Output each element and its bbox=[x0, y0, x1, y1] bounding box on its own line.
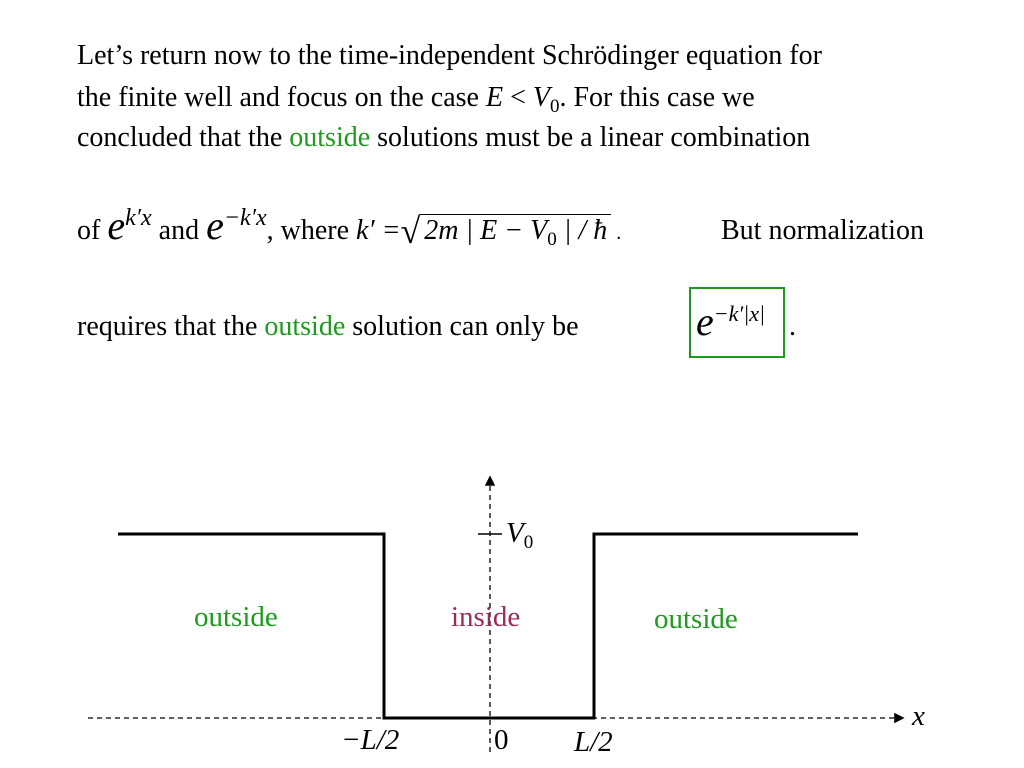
exp-base-2: e bbox=[206, 203, 224, 248]
k-prime-def: k′ = bbox=[356, 215, 401, 246]
potential-subscript: 0 bbox=[549, 96, 560, 117]
line4-dot: . bbox=[611, 222, 622, 244]
line2-text-a: the finite well and focus on the case bbox=[77, 82, 486, 113]
origin-label: 0 bbox=[494, 724, 509, 756]
line4-but: But normalization bbox=[721, 215, 924, 246]
outside-word: outside bbox=[289, 122, 371, 153]
line4-of: of bbox=[77, 215, 108, 246]
line5-text-a: requires that the bbox=[77, 311, 265, 342]
exp-base-1: e bbox=[107, 203, 126, 248]
v0-subscript: 0 bbox=[523, 532, 534, 553]
line3-text-b: solutions must be a linear combination bbox=[370, 122, 811, 153]
neg-half-L-label: −L/2 bbox=[341, 724, 400, 756]
text-line-4: of ek′x and e−k′x, where k′ =√ 2m | $E - V_0$ | / ħ . bbox=[77, 203, 622, 251]
v0-label bbox=[506, 517, 534, 553]
line3-text-a: concluded that the bbox=[77, 122, 290, 153]
solution-base: e bbox=[696, 299, 714, 344]
less-than: < bbox=[503, 82, 533, 113]
outside-left-label: outside bbox=[194, 601, 278, 633]
line4-where: , where bbox=[266, 215, 357, 246]
line1-text: Let’s return now to the time-independent Schrödinger equation for bbox=[77, 40, 822, 71]
half-L-label: L/2 bbox=[574, 726, 613, 758]
period: . bbox=[789, 311, 796, 342]
v0-letter: V bbox=[506, 517, 524, 549]
outside-word-2: outside bbox=[264, 311, 346, 342]
line2-text-b: . For this case we bbox=[559, 82, 755, 113]
sqrt-main: 2m | E − V bbox=[424, 215, 548, 246]
potential-symbol: V bbox=[532, 82, 550, 113]
sqrt-subscript: 0 bbox=[547, 229, 557, 250]
outside-right-label: outside bbox=[654, 603, 738, 635]
line4-and: and bbox=[151, 215, 207, 246]
exp-power-2: −k′x bbox=[223, 205, 267, 231]
x-axis-label: x bbox=[912, 700, 925, 732]
line5-text-b: solution can only be bbox=[345, 311, 579, 342]
energy-symbol: E bbox=[485, 82, 504, 113]
solution-power: −k′|x| bbox=[713, 301, 766, 326]
inside-label: inside bbox=[451, 601, 521, 633]
sqrt-tail: | / ħ bbox=[556, 215, 608, 246]
exp-power-1: k′x bbox=[125, 205, 152, 231]
